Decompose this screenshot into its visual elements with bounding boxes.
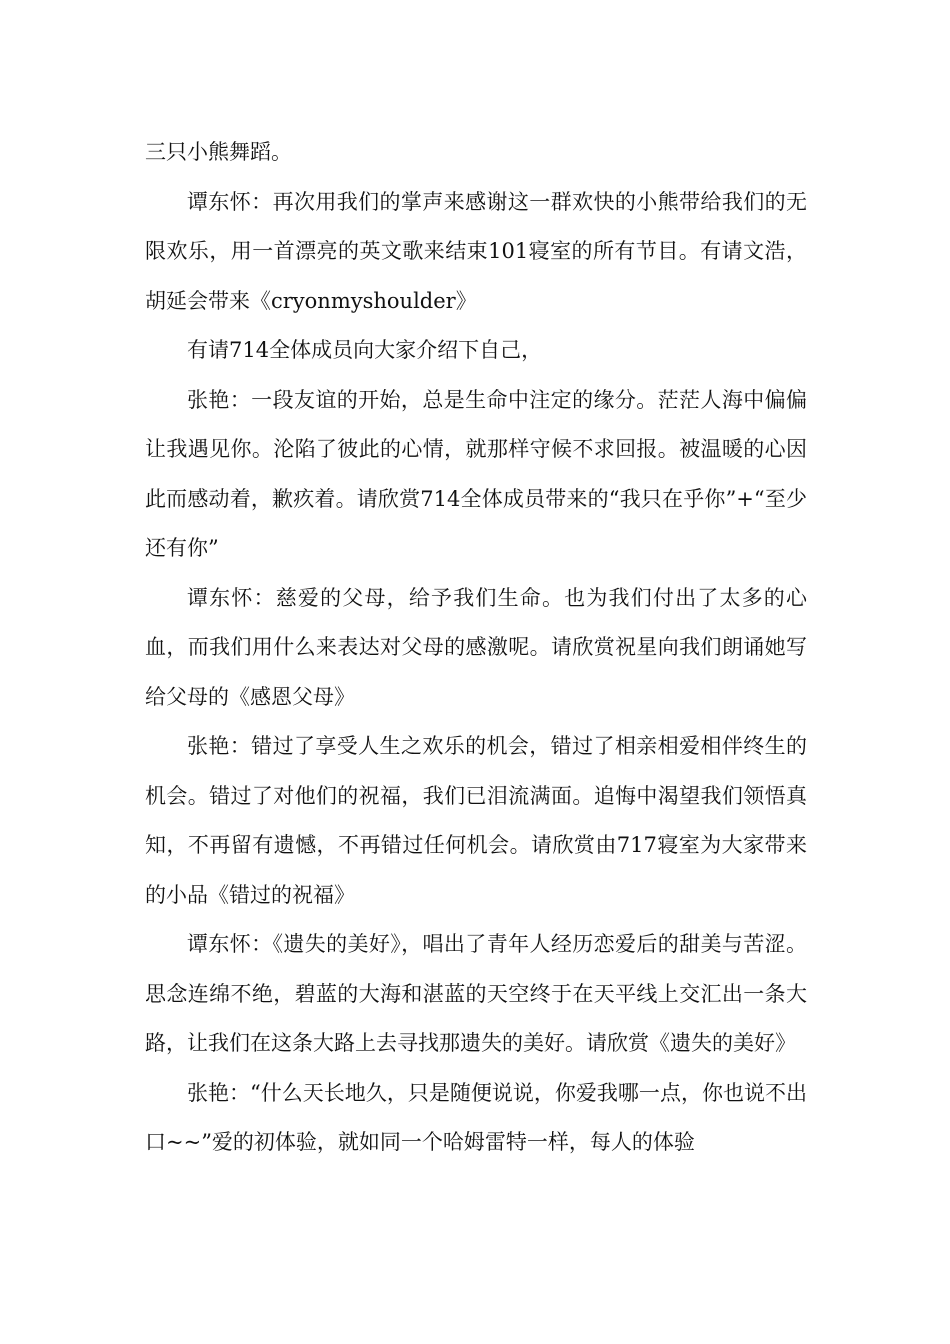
- paragraph-3: 有请714全体成员向大家介绍下自己，: [187, 338, 543, 362]
- paragraph-4: 张艳：一段友谊的开始，总是生命中注定的缘分。茫茫人海中偏偏让我遇见你。沦陷了彼此的心情，就那样守候不求回报。被温暖的心因此而感动着，歉疚着。请欣赏714全体成员带来的“我只在乎你”+“至少还有你”: [145, 387, 807, 560]
- document-page: [145, 128, 807, 1168]
- paragraph-1: 三只小熊舞蹈。: [145, 140, 292, 164]
- paragraph-2: 谭东怀：再次用我们的掌声来感谢这一群欢快的小熊带给我们的无限欢乐，用一首漂亮的英文歌来结束101寝室的所有节目。有请文浩，胡延会带来《cryonmyshoulder》: [145, 189, 807, 313]
- paragraph-6: 张艳：错过了享受人生之欢乐的机会，错过了相亲相爱相伴终生的机会。错过了对他们的祝福，我们已泪流满面。追悔中渴望我们领悟真知，不再留有遗憾，不再错过任何机会。请欣赏由717寝室为大家带来的小品《错过的祝福》: [145, 734, 807, 907]
- paragraph-5: 谭东怀：慈爱的父母，给予我们生命。也为我们付出了太多的心血，而我们用什么来表达对父母的感激呢。请欣赏祝星向我们朗诵她写给父母的《感恩父母》: [145, 585, 807, 709]
- paragraph-8: 张艳：“什么天长地久，只是随便说说，你爱我哪一点，你也说不出口~~”爱的初体验，就如同一个哈姆雷特一样，每人的体验: [145, 1080, 807, 1154]
- paragraph-7: 谭东怀：《遗失的美好》，唱出了青年人经历恋爱后的甜美与苦涩。思念连绵不绝，碧蓝的大海和湛蓝的天空终于在天平线上交汇出一条大路，让我们在这条大路上去寻找那遗失的美好。请欣赏《遗失的美好》: [145, 932, 807, 1055]
